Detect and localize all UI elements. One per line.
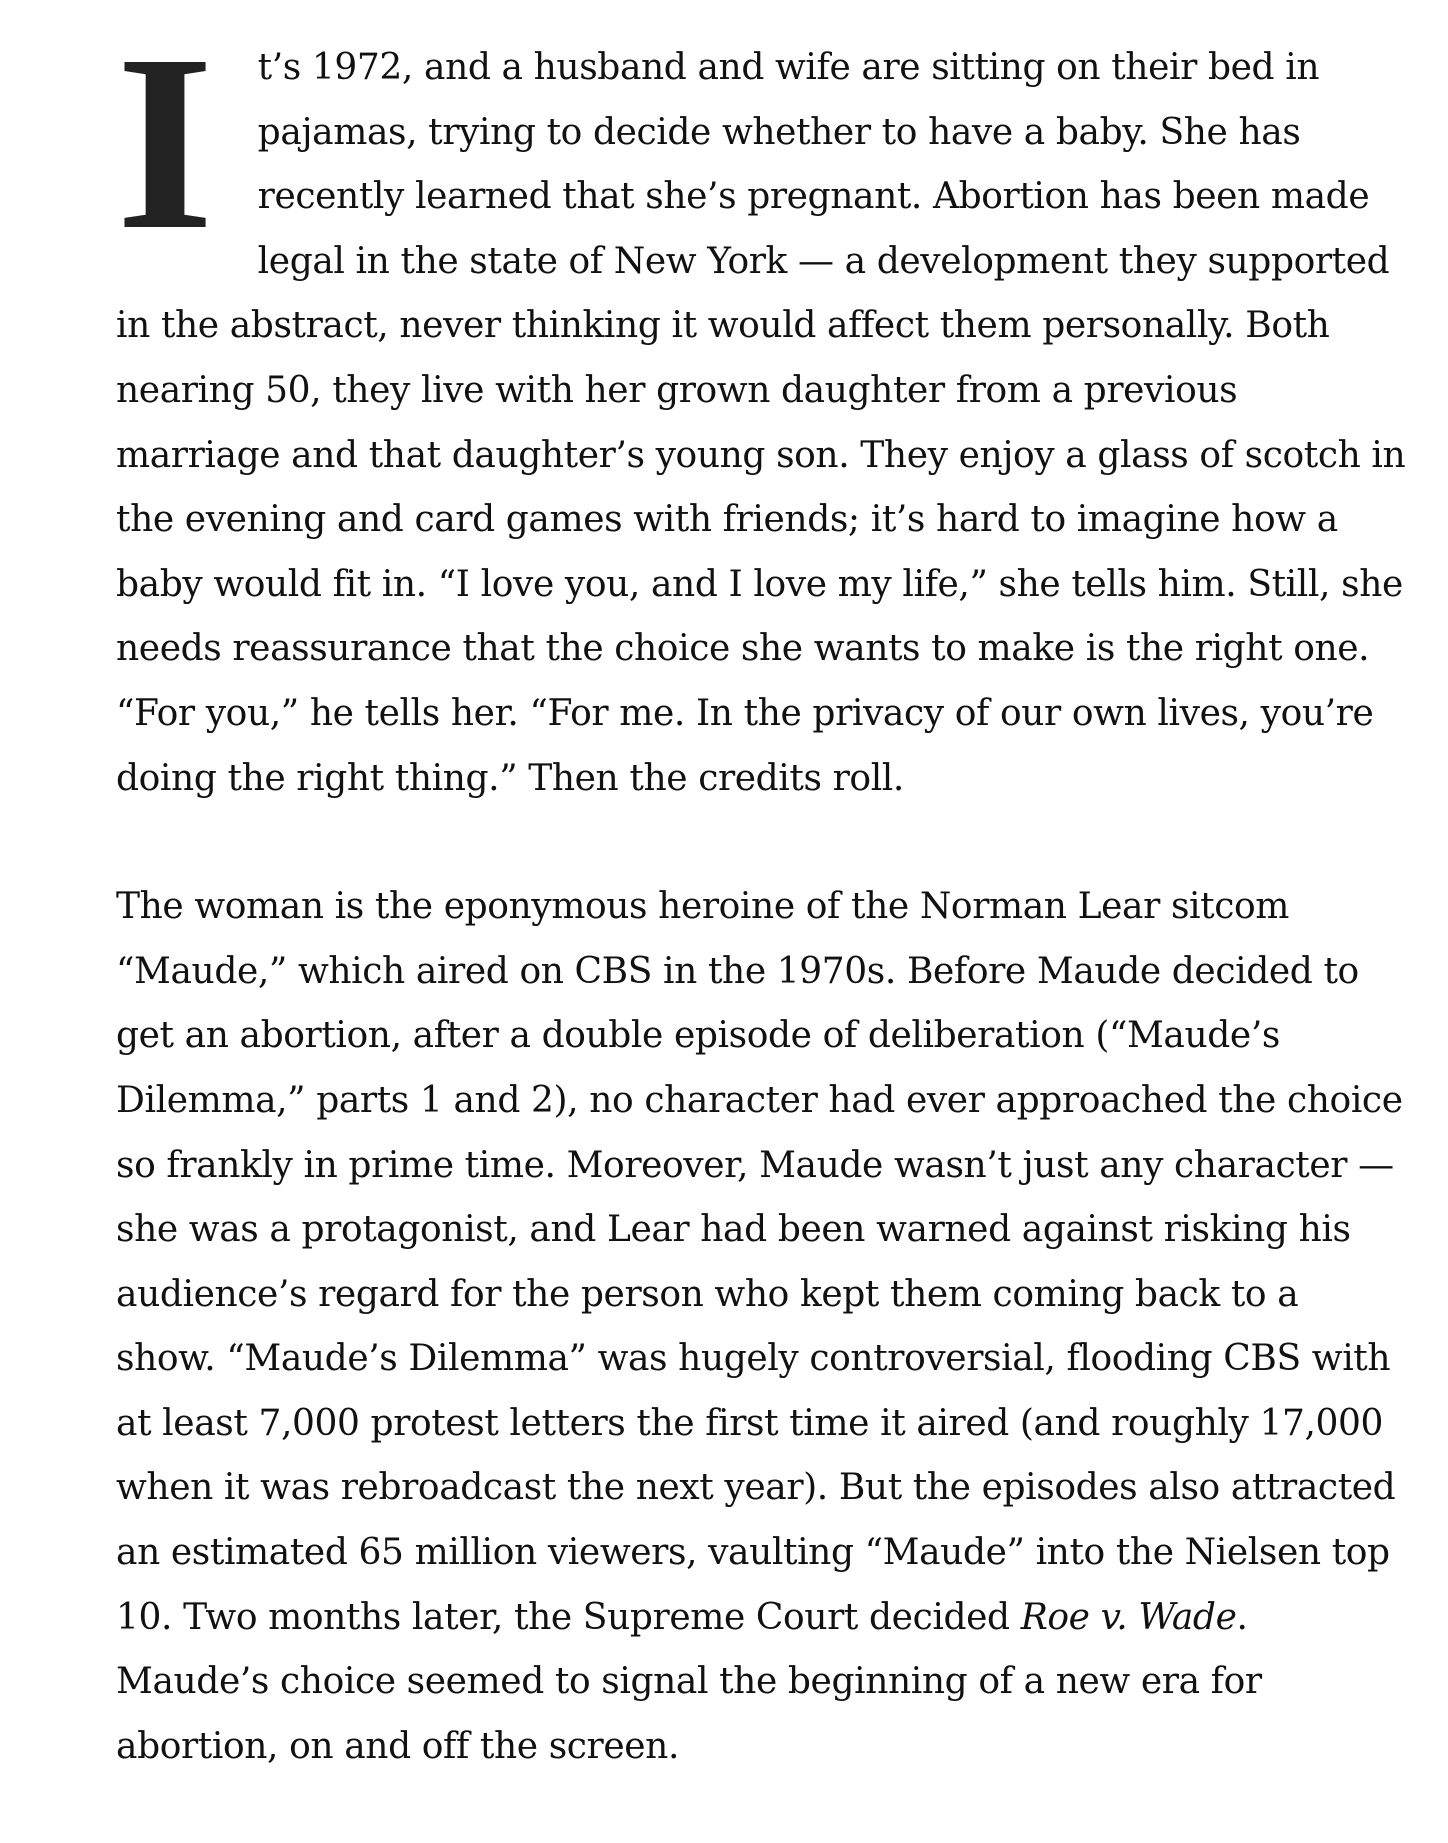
paragraph-2-text-start: The woman is the eponymous heroine of the Norman Lear sitcom “Maude,” which aired on CBS in the 1970s. Before Maude decided to get an abortion, after a double episode of deliberation (“Maude’s Dilemma,” parts 1 and 2), no character had ever approached the choice so frankly in prime time. Moreover, Maude wasn’t just any character — she was a protagonist, and Lear had been warned against risking his audience’s regard for the person who kept them coming back to a show. “Maude’s Dilemma” was hugely controversial, flooding CBS with at least 7,000 protest letters the first time it aired (and roughly 17,000 when it was rebroadcast the next year). But the episodes also attracted an estimated 65 million viewers, vaulting “Maude” into the Nielsen top 10. Two months later, the Supreme Court decided xyxy=(116,886,1403,1638)
article-body xyxy=(116,2,1408,1843)
paragraph-2-text-end: . Maude’s choice seemed to signal the beginning of a new era for abortion, on and off the screen. xyxy=(116,1596,1262,1767)
paragraph-1-text: t’s 1972, and a husband and wife are sitting on their bed in pajamas, trying to decide whether to have a baby. She has recently learned that she’s pregnant. Abortion has been made legal in the state of New York — a development they supported in the abstract, never thinking it would affect them personally. Both nearing 50, they live with her grown daughter from a previous marriage and that daughter’s young son. They enjoy a glass of scotch in the evening and card games with friends; it’s hard to imagine how a baby would fit in. “I love you, and I love my life,” she tells him. Still, she needs reassurance that the choice she wants to make is the right one. “For you,” he tells her. “For me. In the privacy of our own lives, you’re doing the right thing.” Then the credits roll. xyxy=(116,47,1406,799)
paragraph-1 xyxy=(116,2,1408,811)
case-name-italic: Roe v. Wade xyxy=(1020,1596,1237,1638)
paragraph-2 xyxy=(116,875,1408,1779)
drop-cap: I xyxy=(116,2,214,282)
